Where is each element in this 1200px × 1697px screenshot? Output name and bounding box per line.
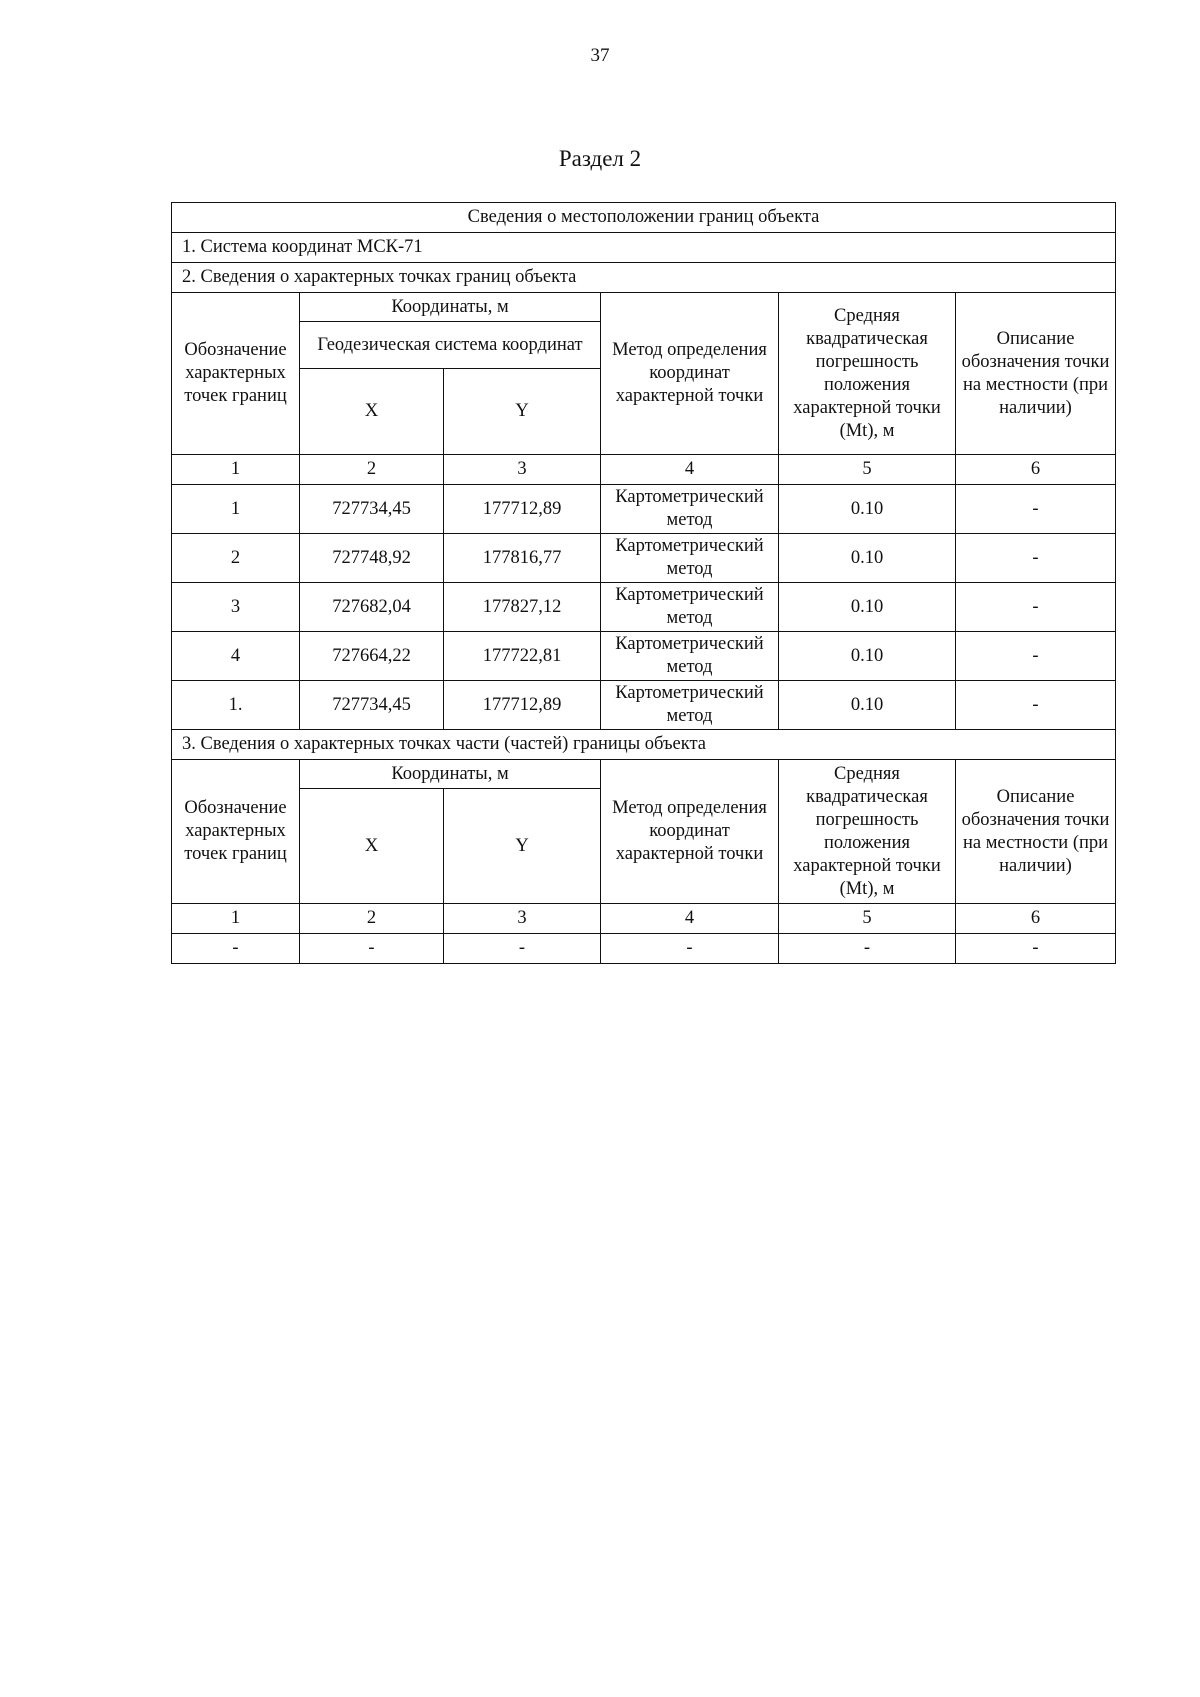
method: Картометрический метод <box>601 485 779 534</box>
header-x: X <box>300 789 444 904</box>
header-description: Описание обозначения точки на местности (при наличии) <box>956 293 1116 455</box>
part2-header-row-1 <box>172 293 1116 322</box>
section-title: Раздел 2 <box>558 146 642 171</box>
part2-title-row <box>172 263 1116 293</box>
coord-y: 177827,12 <box>444 583 601 632</box>
table-row <box>172 485 1116 534</box>
column-number: 3 <box>444 904 601 934</box>
coord-x: 727734,45 <box>300 485 444 534</box>
description: - <box>956 534 1116 583</box>
header-method: Метод определения координат характерной точки <box>601 760 779 904</box>
column-number: 2 <box>300 455 444 485</box>
header-coordinates: Координаты, м <box>300 760 601 789</box>
header-geodetic-system: Геодезическая система координат <box>300 322 601 369</box>
part3-header-row-1 <box>172 760 1116 789</box>
description: - <box>956 934 1116 964</box>
coord-x: 727748,92 <box>300 534 444 583</box>
part2-title: 2. Сведения о характерных точках границ объекта <box>172 263 1116 293</box>
table-row <box>172 681 1116 730</box>
column-number: 5 <box>779 904 956 934</box>
point-designation: 1 <box>172 485 300 534</box>
header-accuracy: Средняя квадратическая погрешность положения характерной точки (Mt), м <box>779 760 956 904</box>
column-number: 2 <box>300 904 444 934</box>
header-x: X <box>300 369 444 455</box>
accuracy: 0.10 <box>779 632 956 681</box>
coordinate-system: 1. Система координат МСК-71 <box>172 233 1116 263</box>
description: - <box>956 681 1116 730</box>
header-accuracy: Средняя квадратическая погрешность положения характерной точки (Mt), м <box>779 293 956 455</box>
column-number: 4 <box>601 904 779 934</box>
method: Картометрический метод <box>601 632 779 681</box>
table-title-row <box>172 203 1116 233</box>
point-designation: 4 <box>172 632 300 681</box>
accuracy: 0.10 <box>779 583 956 632</box>
column-number: 5 <box>779 455 956 485</box>
coord-x: - <box>300 934 444 964</box>
accuracy: 0.10 <box>779 485 956 534</box>
column-number: 4 <box>601 455 779 485</box>
coord-y: 177722,81 <box>444 632 601 681</box>
header-designation: Обозначение характерных точек границ <box>172 293 300 455</box>
point-designation: - <box>172 934 300 964</box>
accuracy: 0.10 <box>779 534 956 583</box>
coord-x: 727664,22 <box>300 632 444 681</box>
method: - <box>601 934 779 964</box>
method: Картометрический метод <box>601 583 779 632</box>
coordinate-system-row <box>172 233 1116 263</box>
header-coordinates: Координаты, м <box>300 293 601 322</box>
part3-title-row <box>172 730 1116 760</box>
description: - <box>956 485 1116 534</box>
header-method: Метод определения координат характерной точки <box>601 293 779 455</box>
boundary-table <box>171 202 1116 964</box>
point-designation: 2 <box>172 534 300 583</box>
method: Картометрический метод <box>601 681 779 730</box>
description: - <box>956 632 1116 681</box>
table-row <box>172 583 1116 632</box>
part3-column-numbers <box>172 904 1116 934</box>
coord-y: - <box>444 934 601 964</box>
coord-y: 177712,89 <box>444 485 601 534</box>
column-number: 3 <box>444 455 601 485</box>
accuracy: - <box>779 934 956 964</box>
header-designation: Обозначение характерных точек границ <box>172 760 300 904</box>
table-row <box>172 534 1116 583</box>
column-number: 6 <box>956 455 1116 485</box>
column-number: 6 <box>956 904 1116 934</box>
coord-x: 727734,45 <box>300 681 444 730</box>
coord-y: 177712,89 <box>444 681 601 730</box>
table-row <box>172 934 1116 964</box>
method: Картометрический метод <box>601 534 779 583</box>
column-number: 1 <box>172 904 300 934</box>
point-designation: 3 <box>172 583 300 632</box>
part2-column-numbers <box>172 455 1116 485</box>
table-row <box>172 632 1116 681</box>
column-number: 1 <box>172 455 300 485</box>
header-description: Описание обозначения точки на местности (при наличии) <box>956 760 1116 904</box>
page-number: 37 <box>590 45 610 66</box>
header-y: Y <box>444 369 601 455</box>
part3-title: 3. Сведения о характерных точках части (частей) границы объекта <box>172 730 1116 760</box>
description: - <box>956 583 1116 632</box>
header-y: Y <box>444 789 601 904</box>
accuracy: 0.10 <box>779 681 956 730</box>
table-title: Сведения о местоположении границ объекта <box>172 203 1116 233</box>
coord-x: 727682,04 <box>300 583 444 632</box>
point-designation: 1. <box>172 681 300 730</box>
coord-y: 177816,77 <box>444 534 601 583</box>
